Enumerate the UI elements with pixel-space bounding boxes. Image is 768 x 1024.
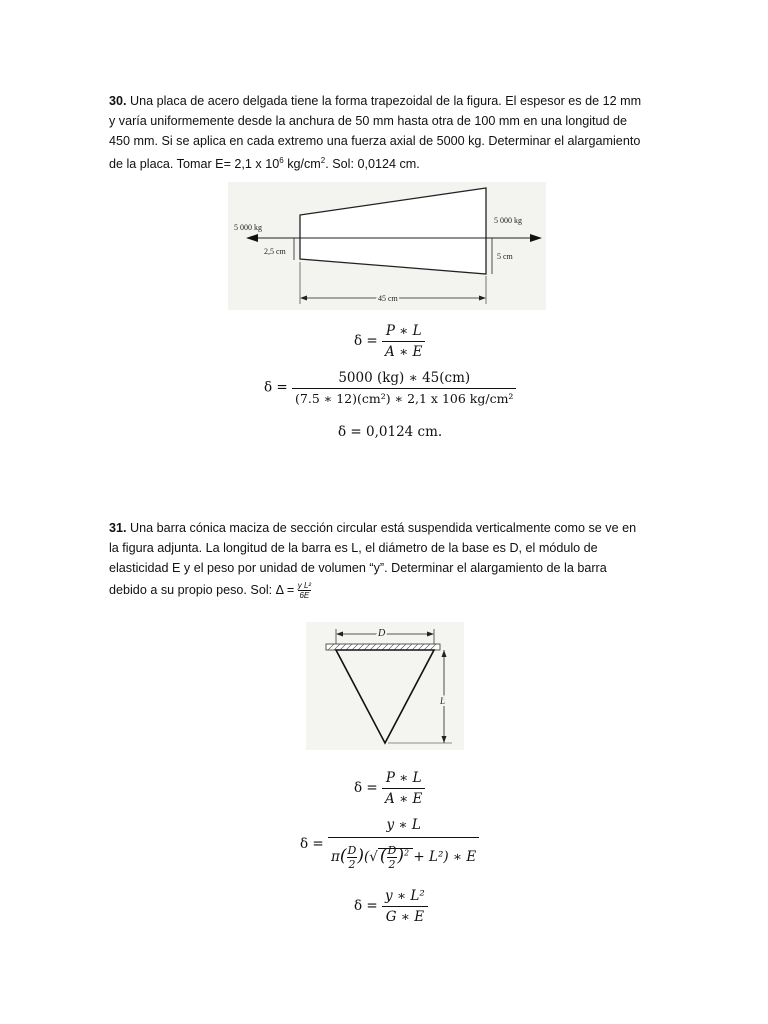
- problem-30-number: 30.: [109, 94, 127, 108]
- eq30-2: δ = $\frac{5000 (kg) ∗ 45(cm)}{\text{(7.5 ∗ 12)(cm²) ∗ 2,1 x 106 kg/cm²}}$: [264, 370, 516, 406]
- eq30-1: δ = $\frac{P ∗ L}{A ∗ E}$: [354, 323, 425, 360]
- problem-30-line-2: y varía uniformemente desde la anchura de 50 mm hasta otra de 100 mm en una longitud de: [109, 114, 628, 128]
- eq31-1: δ = $\frac{P ∗ L}{A ∗ E}$: [354, 770, 425, 807]
- problem-31-number: 31.: [109, 521, 127, 535]
- force-left-label: 5 000 kg: [234, 223, 262, 232]
- dim-right-label: 5 cm: [497, 252, 513, 261]
- force-right-label: 5 000 kg: [494, 216, 522, 225]
- problem-31-line-2: la figura adjunta. La longitud de la barra es L, el diámetro de la base es D, el módulo de: [109, 541, 598, 555]
- trapezoid-plate-drawing: [228, 182, 546, 310]
- eq31-2: δ = y ∗ L π( $\frac{D}{2}$ )(√ ( $\frac{D}{2}$ )$^2$ + L²) ∗ E: [300, 817, 479, 871]
- eq31-3: δ = $\frac{\text{y ∗ L²}}{G ∗ E}$: [354, 888, 428, 925]
- problem-30-line-3: 450 mm. Si se aplica en cada extremo una fuerza axial de 5000 kg. Determinar el alargamiento: [109, 134, 641, 148]
- problem-31-statement: [109, 518, 664, 600]
- cone-bar-figure: [306, 622, 464, 750]
- problem-30-statement: [109, 91, 664, 174]
- cone-bar-drawing: [306, 622, 464, 750]
- dim-length-label: 45 cm: [378, 294, 398, 303]
- problem-30-line-1: 30. Una placa de acero delgada tiene la forma trapezoidal de la figura. El espesor es de 12 mm: [109, 94, 642, 108]
- problem-31-line-1: 31. Una barra cónica maciza de sección circular está suspendida verticalmente como se ve en: [109, 521, 637, 535]
- label-D: D: [378, 628, 386, 639]
- dim-left-label: 2,5 cm: [264, 247, 286, 256]
- label-L: L: [440, 696, 446, 706]
- problem-30-line-4: de la placa. Tomar E= 2,1 x $10^6$ $kg/cm^2$. Sol: 0,0124 cm.: [109, 156, 420, 172]
- trapezoid-plate-figure: [228, 182, 546, 310]
- problem-31-line-3: elasticidad E y el peso por unidad de volumen “y”. Determinar el alargamiento de la barra: [109, 561, 607, 575]
- problem-31-line-4: debido a su propio peso. Sol: Δ = $\frac{\text{y L²}}{6E}$: [109, 581, 312, 601]
- eq30-3: δ = 0,0124 cm.: [338, 424, 443, 440]
